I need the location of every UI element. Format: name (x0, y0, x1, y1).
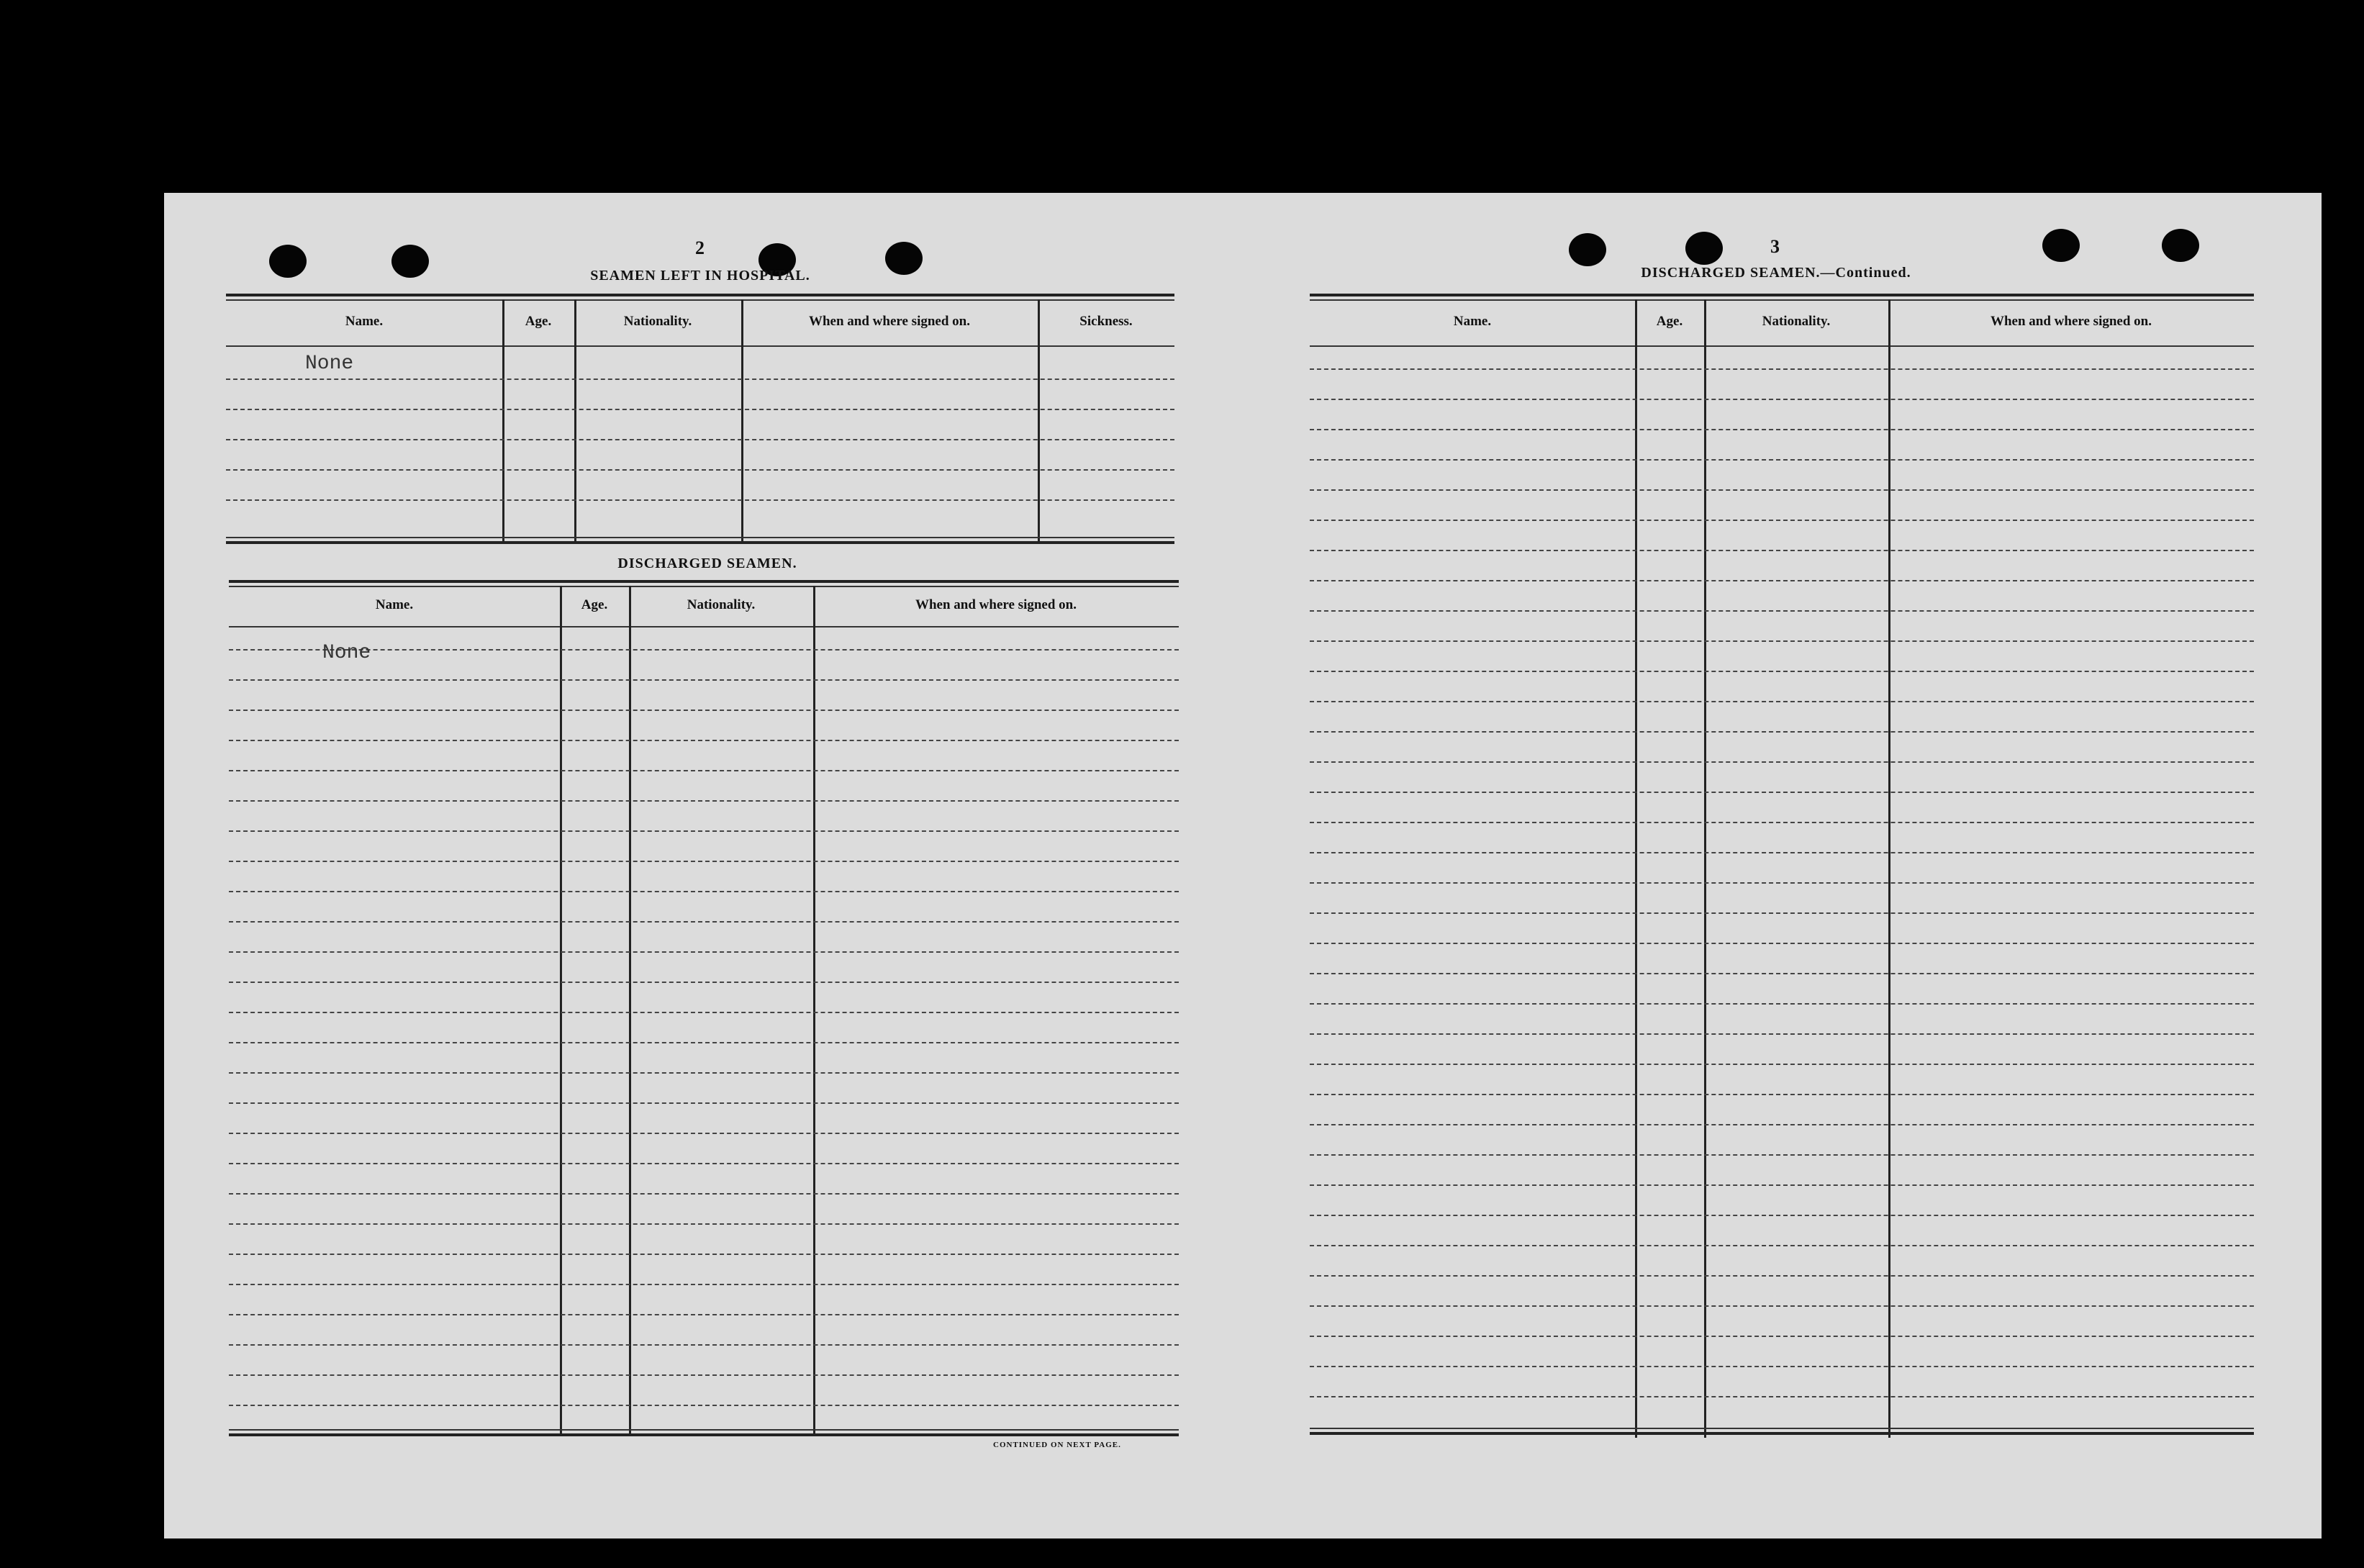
table-row (229, 1374, 1179, 1376)
table-row (1310, 822, 2254, 823)
punch-hole (885, 242, 923, 275)
table-row (1310, 1124, 2254, 1125)
table-row (229, 1102, 1179, 1104)
column-header-nationality: Nationality. (687, 597, 756, 612)
table-row (229, 770, 1179, 771)
table-row (1310, 943, 2254, 944)
table-row (229, 1223, 1179, 1225)
table-row (229, 1042, 1179, 1043)
table-row (229, 921, 1179, 923)
table-row (1310, 610, 2254, 612)
page-number-right: 3 (1770, 236, 1780, 257)
table-row (1310, 731, 2254, 733)
punch-hole (2042, 229, 2080, 262)
table-row (226, 379, 1174, 380)
table-row (226, 409, 1174, 410)
column-header-name: Name. (375, 597, 414, 612)
punch-hole (1685, 232, 1723, 265)
punch-hole (2162, 229, 2199, 262)
table-row (229, 1163, 1179, 1164)
table-row (229, 1314, 1179, 1315)
table-row (229, 679, 1179, 681)
column-header-nationality: Nationality. (1762, 314, 1831, 329)
table-row (226, 469, 1174, 471)
table-row (1310, 1184, 2254, 1186)
column-header-name: Name. (1453, 314, 1492, 329)
table-row (1310, 1275, 2254, 1277)
column-header-sickness: Sickness. (1079, 314, 1133, 329)
table-row (1310, 1245, 2254, 1246)
table-row (229, 1254, 1179, 1255)
table-row (1310, 640, 2254, 642)
table-row (1310, 489, 2254, 491)
punch-hole (391, 245, 429, 278)
table-row (229, 1344, 1179, 1346)
table-row (1310, 701, 2254, 702)
discharged-section-title: DISCHARGED SEAMEN. (617, 556, 797, 571)
hospital-section-title: SEAMEN LEFT IN HOSPITAL. (590, 268, 810, 284)
table-row (1310, 1215, 2254, 1216)
table-row (1310, 1305, 2254, 1307)
table-row (1310, 973, 2254, 974)
table-row (229, 649, 1179, 651)
table-row (1310, 761, 2254, 763)
table-row (1310, 580, 2254, 581)
page-number-left: 2 (695, 237, 705, 258)
table-row (229, 982, 1179, 983)
table-row (229, 1284, 1179, 1285)
table-row (1310, 368, 2254, 370)
table-row (229, 740, 1179, 741)
table-row (229, 1133, 1179, 1134)
table-row (226, 499, 1174, 501)
table-row (229, 1012, 1179, 1013)
column-header-nationality: Nationality. (623, 314, 692, 329)
punch-hole (269, 245, 307, 278)
table-row (1310, 520, 2254, 521)
discharged-continued-title: DISCHARGED SEAMEN.—Continued. (1641, 265, 1911, 281)
table-row (229, 891, 1179, 892)
hospital-table (226, 294, 1174, 544)
table-row (1310, 459, 2254, 461)
table-row (1310, 912, 2254, 914)
table-row (1310, 792, 2254, 793)
hospital-entry-name: None (305, 353, 354, 375)
table-row (1310, 1033, 2254, 1035)
table-row (1310, 550, 2254, 551)
discharged-continued-table (1310, 294, 2254, 1438)
table-row (1310, 671, 2254, 672)
table-row (229, 800, 1179, 802)
column-header-age: Age. (581, 597, 608, 612)
column-header-signed-on: When and where signed on. (915, 597, 1077, 612)
table-row (229, 861, 1179, 862)
table-row (1310, 399, 2254, 400)
column-header-name: Name. (345, 314, 384, 329)
discharged-table (229, 580, 1179, 1436)
table-row (229, 1072, 1179, 1074)
punch-hole (1569, 233, 1606, 266)
table-row (229, 830, 1179, 832)
column-header-age: Age. (525, 314, 552, 329)
table-row (1310, 852, 2254, 853)
table-row (1310, 1366, 2254, 1367)
table-row (1310, 1003, 2254, 1005)
table-row (229, 951, 1179, 953)
discharged-entry-name: None (322, 642, 371, 664)
table-row (229, 1193, 1179, 1195)
ledger-sheet (164, 193, 2322, 1538)
table-row (1310, 1064, 2254, 1065)
table-row (229, 1405, 1179, 1406)
column-header-signed-on: When and where signed on. (1990, 314, 2152, 329)
table-row (1310, 429, 2254, 430)
table-row (1310, 1154, 2254, 1156)
table-row (1310, 882, 2254, 884)
column-header-age: Age. (1656, 314, 1683, 329)
table-row (1310, 1094, 2254, 1095)
column-header-signed-on: When and where signed on. (808, 314, 970, 329)
table-row (226, 439, 1174, 440)
continued-note: CONTINUED ON NEXT PAGE. (993, 1441, 1121, 1449)
table-row (1310, 1396, 2254, 1397)
table-row (1310, 1336, 2254, 1337)
table-row (229, 710, 1179, 711)
